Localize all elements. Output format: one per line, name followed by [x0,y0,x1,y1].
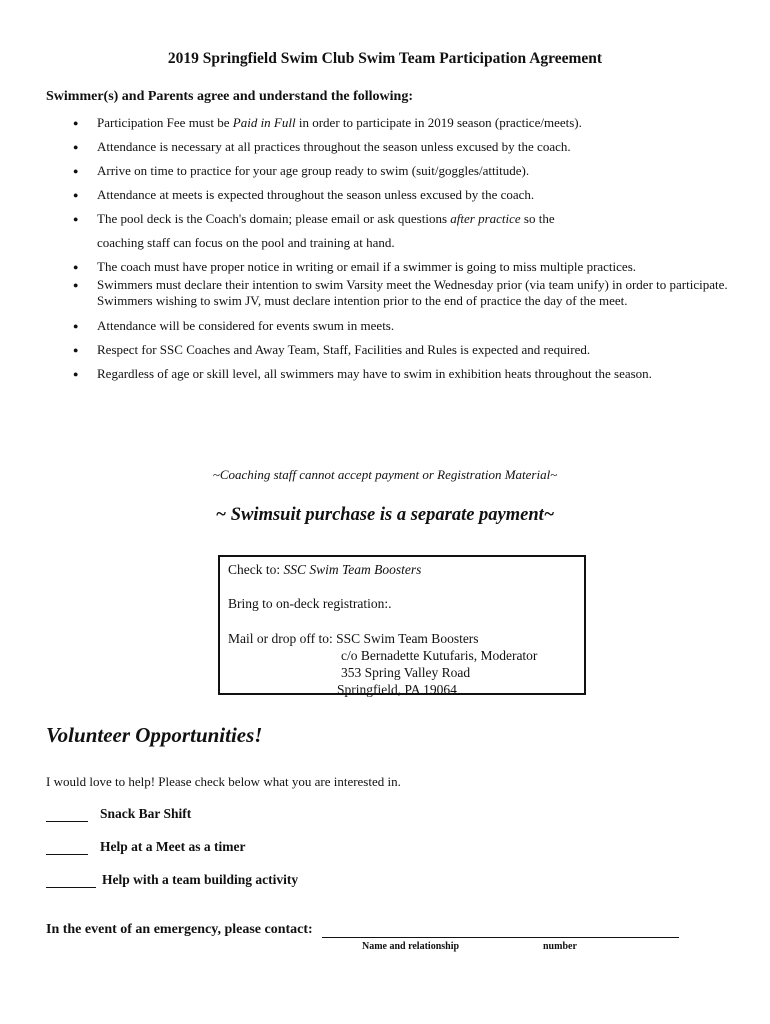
document-title: 2019 Springfield Swim Club Swim Team Participation Agreement [167,50,603,67]
checkbox-blank[interactable] [46,840,88,855]
volunteer-option-snack-bar: Snack Bar Shift [46,806,191,822]
list-item: ● Respect for SSC Coaches and Away Team, Staff, Facilities and Rules is expected and required. [46,342,736,358]
checkbox-blank[interactable] [46,873,96,888]
payment-instructions-box [218,555,586,695]
checkbox-blank[interactable] [46,807,88,822]
agreement-list [46,115,736,382]
address-line: c/o Bernadette Kutufaris, Moderator [341,648,538,663]
coaching-payment-note: ~Coaching staff cannot accept payment or Registration Material~ [212,467,558,482]
list-item: ● Regardless of age or skill level, all swimmers may have to swim in exhibition heats throughout the season. [46,366,736,382]
address-line: Springfield, PA 19064 [337,682,457,697]
list-item: ● The coach must have proper notice in writing or email if a swimmer is going to miss multiple practices. [46,259,736,275]
emergency-name-caption: Name and relationship [362,941,460,952]
list-item: ● Arrive on time to practice for your age group ready to swim (suit/goggles/attitude). [46,163,736,179]
list-item: ● Attendance is necessary at all practices throughout the season unless excused by the coach. [46,139,736,155]
agreement-intro: Swimmer(s) and Parents agree and understand the following: [46,89,413,104]
list-item: ● The pool deck is the Coach's domain; please email or ask questions after practice so the coaching staff can focus on the pool and training at hand. [46,211,736,251]
list-item: ● Participation Fee must be Paid in Full in order to participate in 2019 season (practice/meets). [46,115,736,131]
volunteer-intro: I would love to help! Please check below what you are interested in. [46,774,401,789]
volunteer-option-timer: Help at a Meet as a timer [46,839,245,855]
swimsuit-payment-note: ~ Swimsuit purchase is a separate payment~ [215,505,555,525]
volunteer-heading: Volunteer Opportunities! [46,723,263,747]
bring-instruction: Bring to on-deck registration:. [228,596,392,611]
check-payee: Check to: SSC Swim Team Boosters [228,562,422,577]
emergency-contact-line[interactable] [322,937,679,938]
list-item: ● Swimmers must declare their intention to swim Varsity meet the Wednesday prior (via team unify) in order to participate. Swimmers wishing to swim JV, must declare intention prior to the end of practice the day of the meet. [46,277,736,309]
list-item: ● Attendance at meets is expected throughout the season unless excused by the coach. [46,187,736,203]
volunteer-option-team-building: Help with a team building activity [46,872,298,888]
list-item: ● Attendance will be considered for events swum in meets. [46,318,736,334]
address-line: 353 Spring Valley Road [341,665,471,680]
emergency-contact-label: In the event of an emergency, please contact: [46,922,313,937]
emergency-number-caption: number [543,941,577,952]
mail-instruction: Mail or drop off to: SSC Swim Team Boosters [228,631,479,646]
